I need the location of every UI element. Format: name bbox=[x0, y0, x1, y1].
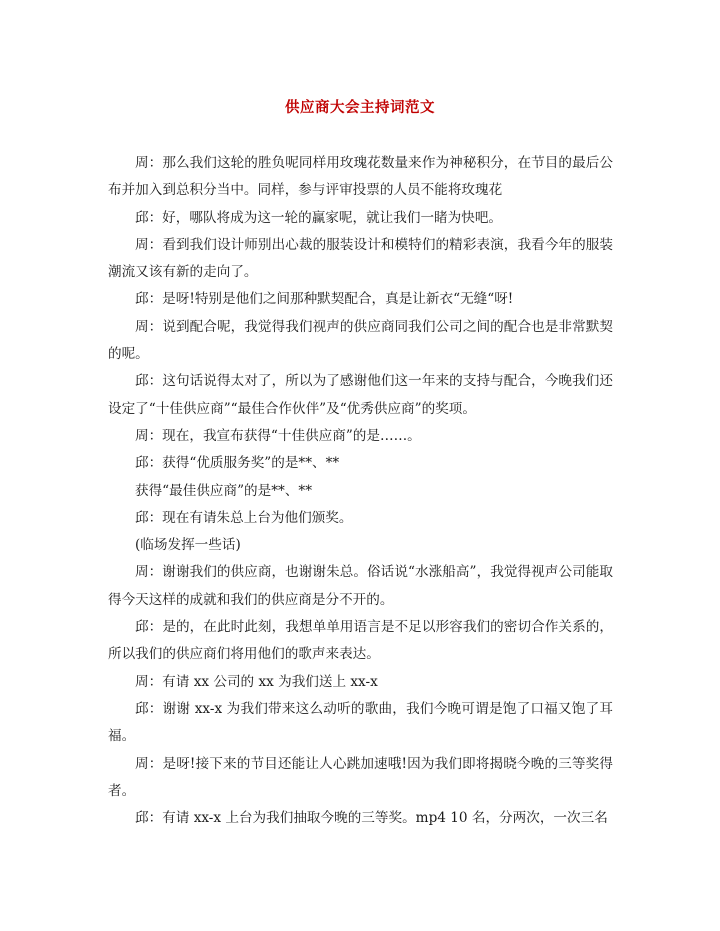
paragraph: 获得“最佳供应商”的是**、** bbox=[135, 482, 313, 499]
paragraph: 周：看到我们设计师别出心裁的服装设计和模特们的精彩表演，我看今年的服装潮流又该有新的走向了。 bbox=[108, 236, 613, 281]
document-body bbox=[108, 150, 613, 832]
paragraph: 周：现在，我宣布获得“十佳供应商”的是……。 bbox=[135, 427, 421, 444]
document-title: 供应商大会主持词范文 bbox=[285, 99, 435, 116]
paragraph: 邱：好，哪队将成为这一轮的赢家呢，就让我们一睹为快吧。 bbox=[135, 209, 503, 226]
paragraph: 邱：有请 xx-x 上台为我们抽取今晚的三等奖。mp4 10 名，分两次，一次三名 bbox=[135, 810, 608, 827]
paragraph: 邱：现在有请朱总上台为他们颁奖。 bbox=[135, 509, 353, 526]
paragraph: 周：说到配合呢，我觉得我们视声的供应商同我们公司之间的配合也是非常默契的呢。 bbox=[108, 318, 613, 363]
paragraph: (临场发挥一些话) bbox=[135, 537, 241, 554]
paragraph: 邱：是的，在此时此刻，我想单单用语言是不足以形容我们的密切合作关系的，所以我们的供应商们将用他们的歌声来表达。 bbox=[108, 619, 613, 663]
paragraph: 邱：这句话说得太对了，所以为了感谢他们这一年来的支持与配合，今晚我们还设定了“十佳供应商”“最佳合作伙伴”及“优秀供应商”的奖项。 bbox=[108, 373, 613, 417]
paragraph: 周：是呀!接下来的节目还能让人心跳加速哦!因为我们即将揭晓今晚的三等奖得者。 bbox=[108, 755, 613, 799]
paragraph: 邱：是呀!特别是他们之间那种默契配合，真是让新衣“无缝“呀! bbox=[135, 291, 514, 308]
paragraph: 周：那么我们这轮的胜负呢同样用玫瑰花数量来作为神秘积分，在节目的最后公布并加入到总积分当中。同样，参与评审投票的人员不能将玫瑰花 bbox=[108, 155, 613, 199]
paragraph: 邱：谢谢 xx-x 为我们带来这么动听的歌曲，我们今晚可谓是饱了口福又饱了耳福。 bbox=[108, 700, 613, 745]
paragraph: 周：谢谢我们的供应商，也谢谢朱总。俗话说“水涨船高”，我觉得视声公司能取得今天这样的成就和我们的供应商是分不开的。 bbox=[108, 564, 613, 608]
paragraph: 邱：获得“优质服务奖”的是**、** bbox=[135, 455, 340, 472]
paragraph: 周：有请 xx 公司的 xx 为我们送上 xx-x bbox=[135, 673, 378, 690]
